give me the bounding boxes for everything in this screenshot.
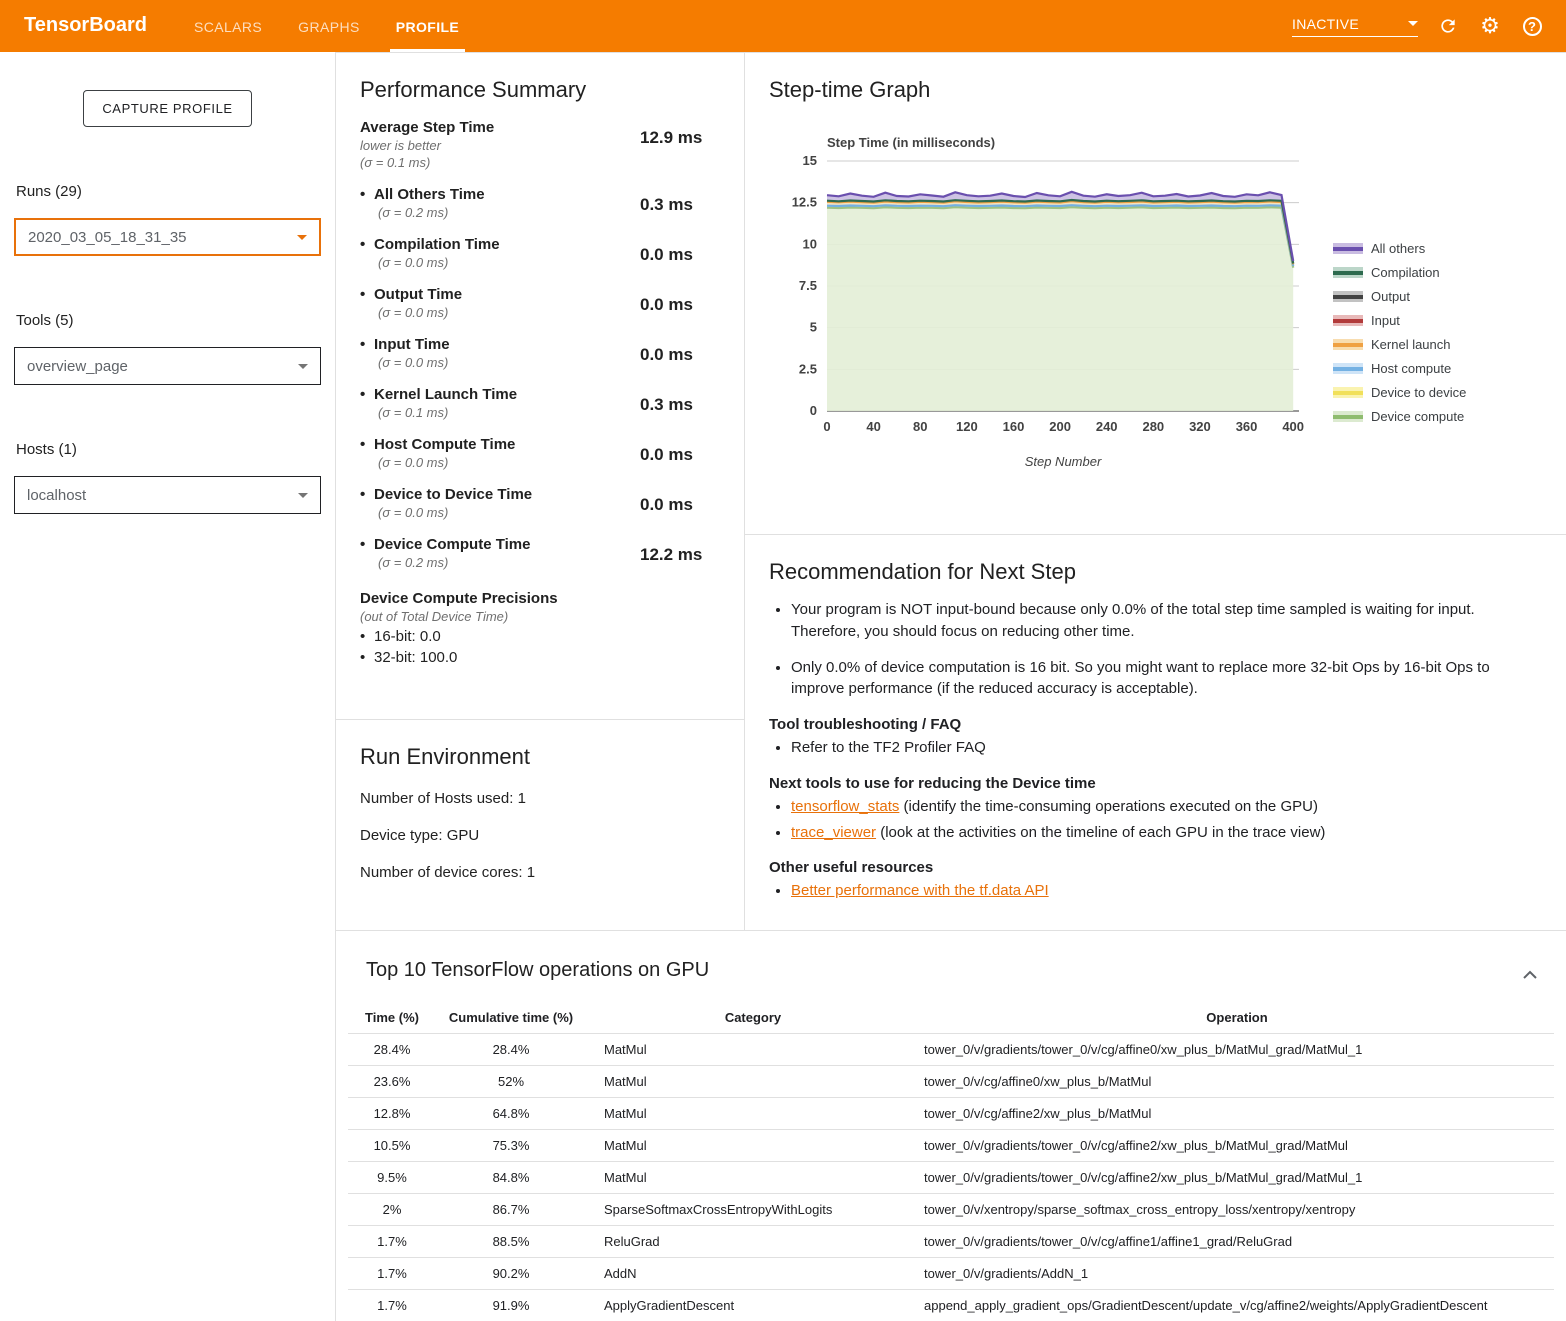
legend-swatch-icon xyxy=(1333,243,1363,254)
legend-label: Host compute xyxy=(1371,361,1451,376)
legend-label: Device compute xyxy=(1371,409,1464,424)
refresh-icon[interactable] xyxy=(1436,14,1460,38)
table-row xyxy=(348,1226,1554,1258)
precision-item: • 16-bit: 0.0 xyxy=(360,628,720,645)
legend-swatch-icon xyxy=(1333,387,1363,398)
legend-label: Device to device xyxy=(1371,385,1466,400)
metric-value: 0.0 ms xyxy=(640,495,720,520)
cumulative-pct-cell: 52% xyxy=(436,1066,586,1098)
operation-cell: tower_0/v/gradients/tower_0/v/cg/affine2/xw_plus_b/MatMul_grad/MatMul_1 xyxy=(906,1162,1554,1194)
legend-label: Kernel launch xyxy=(1371,337,1451,352)
metric-value: 12.2 ms xyxy=(640,545,720,570)
category-cell: ApplyGradientDescent xyxy=(586,1290,906,1321)
cumulative-pct-cell: 90.2% xyxy=(436,1258,586,1290)
cumulative-pct-cell: 86.7% xyxy=(436,1194,586,1226)
metric-sigma: (σ = 0.1 ms) xyxy=(378,405,640,420)
hosts-label: Hosts (1) xyxy=(16,441,321,458)
top-ops-table xyxy=(348,1002,1554,1321)
category-cell: MatMul xyxy=(586,1162,906,1194)
average-step-time-value: 12.9 ms xyxy=(640,128,720,170)
svg-text:10: 10 xyxy=(803,236,817,251)
svg-text:Step Number: Step Number xyxy=(1025,454,1102,469)
bullet-icon: • xyxy=(360,386,374,403)
top-ops-card xyxy=(336,930,1566,1321)
time-pct-cell: 10.5% xyxy=(348,1130,436,1162)
legend-item xyxy=(1333,337,1466,352)
metric-label: • Input Time xyxy=(360,336,640,353)
metric-label: • Device Compute Time xyxy=(360,536,640,553)
average-step-time-sigma: (σ = 0.1 ms) xyxy=(360,155,640,170)
table-row xyxy=(348,1034,1554,1066)
top-ops-column-header: Operation xyxy=(906,1002,1554,1034)
bullet-icon: • xyxy=(360,536,374,553)
chevron-down-icon xyxy=(297,235,307,240)
tab-graphs[interactable]: GRAPHS xyxy=(280,0,378,52)
help-icon[interactable]: ? xyxy=(1520,14,1544,38)
top-ops-column-header: Cumulative time (%) xyxy=(436,1002,586,1034)
metric-row xyxy=(360,186,720,220)
app-title: TensorBoard xyxy=(0,0,176,52)
runs-select[interactable] xyxy=(14,218,321,256)
time-pct-cell: 12.8% xyxy=(348,1098,436,1130)
operation-cell: tower_0/v/gradients/tower_0/v/cg/affine1/affine1_grad/ReluGrad xyxy=(906,1226,1554,1258)
chevron-down-icon xyxy=(298,493,308,498)
metric-sigma: (σ = 0.0 ms) xyxy=(378,505,640,520)
time-pct-cell: 28.4% xyxy=(348,1034,436,1066)
category-cell: MatMul xyxy=(586,1066,906,1098)
bullet-icon: • xyxy=(360,236,374,253)
top-ops-column-header: Category xyxy=(586,1002,906,1034)
faq-list xyxy=(791,737,1526,759)
other-resource xyxy=(791,880,1526,902)
bullet-icon: • xyxy=(360,649,374,666)
svg-text:40: 40 xyxy=(866,419,880,434)
next-tool-desc: (look at the activities on the timeline of each GPU in the trace view) xyxy=(876,824,1325,841)
legend-item xyxy=(1333,241,1466,256)
table-row xyxy=(348,1290,1554,1321)
table-row xyxy=(348,1098,1554,1130)
time-pct-cell: 9.5% xyxy=(348,1162,436,1194)
svg-text:0: 0 xyxy=(823,419,830,434)
sidebar xyxy=(0,52,335,1321)
legend-swatch-icon xyxy=(1333,291,1363,302)
nav-tabs xyxy=(176,0,477,52)
category-cell: MatMul xyxy=(586,1098,906,1130)
step-time-chart[interactable] xyxy=(769,133,1329,483)
metric-row xyxy=(360,486,720,520)
category-cell: MatMul xyxy=(586,1034,906,1066)
svg-text:240: 240 xyxy=(1096,419,1118,434)
recommendation-card xyxy=(745,535,1566,930)
svg-text:0: 0 xyxy=(810,403,817,418)
legend-swatch-icon xyxy=(1333,267,1363,278)
legend-swatch-icon xyxy=(1333,411,1363,422)
chevron-down-icon xyxy=(1408,21,1418,26)
bullet-icon: • xyxy=(360,286,374,303)
metric-sigma: (σ = 0.2 ms) xyxy=(378,205,640,220)
bullet-icon: • xyxy=(360,436,374,453)
chevron-down-icon xyxy=(298,364,308,369)
svg-text:280: 280 xyxy=(1142,419,1164,434)
metric-label: • Kernel Launch Time xyxy=(360,386,640,403)
cumulative-pct-cell: 64.8% xyxy=(436,1098,586,1130)
metric-label: • Compilation Time xyxy=(360,236,640,253)
capture-profile-button[interactable]: CAPTURE PROFILE xyxy=(83,90,251,127)
legend-swatch-icon xyxy=(1333,315,1363,326)
svg-text:12.5: 12.5 xyxy=(792,195,817,210)
recommendation-bullet: • Only 0.0% of device computation is 16 bit. So you might want to replace more 32-bit Ops by 16-bit Ops to improve performance (if the reduced accuracy is acceptable). xyxy=(791,657,1526,701)
metric-value: 0.0 ms xyxy=(640,295,720,320)
metric-row xyxy=(360,236,720,270)
run-environment-line: Device type: GPU xyxy=(360,827,720,844)
table-row xyxy=(348,1130,1554,1162)
category-cell: SparseSoftmaxCrossEntropyWithLogits xyxy=(586,1194,906,1226)
metric-value: 0.3 ms xyxy=(640,195,720,220)
next-tools-list xyxy=(791,796,1526,844)
other-resource-link[interactable]: Better performance with the tf.data API xyxy=(791,882,1049,899)
time-pct-cell: 1.7% xyxy=(348,1258,436,1290)
recommendation-title: Recommendation for Next Step xyxy=(769,559,1526,585)
category-cell: ReluGrad xyxy=(586,1226,906,1258)
hosts-select-value: localhost xyxy=(27,487,86,504)
svg-text:7.5: 7.5 xyxy=(799,278,817,293)
metric-label: • Output Time xyxy=(360,286,640,303)
legend-label: Compilation xyxy=(1371,265,1440,280)
metric-row xyxy=(360,286,720,320)
other-resources-heading: Other useful resources xyxy=(769,859,1526,876)
metric-sigma: (σ = 0.0 ms) xyxy=(378,355,640,370)
average-step-time-note: lower is better xyxy=(360,138,640,153)
collapse-chevron-up-icon[interactable] xyxy=(1522,967,1538,985)
svg-text:Step Time (in milliseconds): Step Time (in milliseconds) xyxy=(827,135,995,150)
svg-text:2.5: 2.5 xyxy=(799,361,817,376)
metric-row xyxy=(360,386,720,420)
cumulative-pct-cell: 84.8% xyxy=(436,1162,586,1194)
legend-item xyxy=(1333,361,1466,376)
cumulative-pct-cell: 28.4% xyxy=(436,1034,586,1066)
table-row xyxy=(348,1066,1554,1098)
bullet-icon: • xyxy=(360,628,374,645)
precision-item: • 32-bit: 100.0 xyxy=(360,649,720,666)
next-tool xyxy=(791,822,1526,844)
legend-label: Output xyxy=(1371,289,1410,304)
operation-cell: append_apply_gradient_ops/GradientDescent/update_v/cg/affine2/weights/ApplyGradientDescent xyxy=(906,1290,1554,1321)
metric-sigma: (σ = 0.0 ms) xyxy=(378,455,640,470)
top-ops-column-header: Time (%) xyxy=(348,1002,436,1034)
table-row xyxy=(348,1194,1554,1226)
table-row xyxy=(348,1258,1554,1290)
metric-value: 0.0 ms xyxy=(640,345,720,370)
operation-cell: tower_0/v/cg/affine2/xw_plus_b/MatMul xyxy=(906,1098,1554,1130)
time-pct-cell: 2% xyxy=(348,1194,436,1226)
next-tool-link[interactable]: tensorflow_stats xyxy=(791,798,899,815)
legend-swatch-icon xyxy=(1333,339,1363,350)
performance-summary-card xyxy=(336,53,744,720)
precisions-title: Device Compute Precisions xyxy=(360,590,720,607)
average-step-time-row xyxy=(360,119,720,170)
performance-summary-title: Performance Summary xyxy=(360,77,720,103)
cumulative-pct-cell: 75.3% xyxy=(436,1130,586,1162)
metric-row xyxy=(360,436,720,470)
run-environment-card xyxy=(336,720,744,905)
svg-text:80: 80 xyxy=(913,419,927,434)
metric-row xyxy=(360,336,720,370)
tools-label: Tools (5) xyxy=(16,312,321,329)
legend-item xyxy=(1333,385,1466,400)
time-pct-cell: 1.7% xyxy=(348,1226,436,1258)
chart-legend xyxy=(1333,241,1466,483)
operation-cell: tower_0/v/gradients/AddN_1 xyxy=(906,1258,1554,1290)
next-tool xyxy=(791,796,1526,818)
metric-list xyxy=(360,186,720,570)
legend-swatch-icon xyxy=(1333,363,1363,374)
tools-select-value: overview_page xyxy=(27,358,128,375)
runs-label: Runs (29) xyxy=(16,183,321,200)
time-pct-cell: 23.6% xyxy=(348,1066,436,1098)
precision-list xyxy=(360,628,720,666)
bullet-icon: • xyxy=(360,486,374,503)
reload-status-select[interactable] xyxy=(1292,16,1418,37)
legend-item xyxy=(1333,265,1466,280)
metric-sigma: (σ = 0.0 ms) xyxy=(378,305,640,320)
metric-row xyxy=(360,536,720,570)
legend-label: All others xyxy=(1371,241,1425,256)
metric-value: 0.3 ms xyxy=(640,395,720,420)
recommendation-bullets xyxy=(791,599,1526,700)
faq-item: • Refer to the TF2 Profiler FAQ xyxy=(791,737,1526,759)
other-resources-list xyxy=(791,880,1526,902)
metric-label: • Host Compute Time xyxy=(360,436,640,453)
legend-label: Input xyxy=(1371,313,1400,328)
tab-profile[interactable]: PROFILE xyxy=(378,0,477,52)
legend-item xyxy=(1333,409,1466,424)
svg-text:400: 400 xyxy=(1282,419,1304,434)
cumulative-pct-cell: 91.9% xyxy=(436,1290,586,1321)
app-header xyxy=(0,0,1566,52)
svg-text:120: 120 xyxy=(956,419,978,434)
next-tools-heading: Next tools to use for reducing the Device time xyxy=(769,775,1526,792)
precisions-subtitle: (out of Total Device Time) xyxy=(360,609,720,624)
table-row xyxy=(348,1162,1554,1194)
metric-sigma: (σ = 0.0 ms) xyxy=(378,255,640,270)
bullet-icon: • xyxy=(360,186,374,203)
bullet-icon: • xyxy=(360,336,374,353)
category-cell: MatMul xyxy=(586,1130,906,1162)
svg-text:15: 15 xyxy=(803,153,817,168)
svg-text:320: 320 xyxy=(1189,419,1211,434)
recommendation-bullet: • Your program is NOT input-bound because only 0.0% of the total step time sampled is waiting for input. Therefore, you should focus on reducing other time. xyxy=(791,599,1526,643)
run-environment-line: Number of device cores: 1 xyxy=(360,864,720,881)
svg-text:160: 160 xyxy=(1003,419,1025,434)
run-environment-lines xyxy=(360,790,720,881)
step-time-graph-card xyxy=(745,53,1566,535)
svg-text:5: 5 xyxy=(810,320,817,335)
operation-cell: tower_0/v/gradients/tower_0/v/cg/affine2/xw_plus_b/MatMul_grad/MatMul xyxy=(906,1130,1554,1162)
legend-item xyxy=(1333,313,1466,328)
next-tool-desc: (identify the time-consuming operations executed on the GPU) xyxy=(899,798,1318,815)
run-environment-line: Number of Hosts used: 1 xyxy=(360,790,720,807)
top-ops-header-row xyxy=(348,1002,1554,1034)
svg-text:360: 360 xyxy=(1236,419,1258,434)
average-step-time-label: Average Step Time xyxy=(360,119,640,136)
step-time-graph-title: Step-time Graph xyxy=(769,77,1566,103)
category-cell: AddN xyxy=(586,1258,906,1290)
faq-heading: Tool troubleshooting / FAQ xyxy=(769,716,1526,733)
metric-label: • Device to Device Time xyxy=(360,486,640,503)
metric-sigma: (σ = 0.2 ms) xyxy=(378,555,640,570)
time-pct-cell: 1.7% xyxy=(348,1290,436,1321)
next-tool-link[interactable]: trace_viewer xyxy=(791,824,876,841)
operation-cell: tower_0/v/cg/affine0/xw_plus_b/MatMul xyxy=(906,1066,1554,1098)
runs-select-value: 2020_03_05_18_31_35 xyxy=(28,229,187,246)
legend-item xyxy=(1333,289,1466,304)
settings-gear-icon[interactable]: ⚙ xyxy=(1478,14,1502,38)
metric-label: • All Others Time xyxy=(360,186,640,203)
hosts-select[interactable] xyxy=(14,476,321,514)
run-environment-title: Run Environment xyxy=(360,744,720,770)
metric-value: 0.0 ms xyxy=(640,245,720,270)
tab-scalars[interactable]: SCALARS xyxy=(176,0,280,52)
operation-cell: tower_0/v/xentropy/sparse_softmax_cross_entropy_loss/xentropy/xentropy xyxy=(906,1194,1554,1226)
operation-cell: tower_0/v/gradients/tower_0/v/cg/affine0/xw_plus_b/MatMul_grad/MatMul_1 xyxy=(906,1034,1554,1066)
cumulative-pct-cell: 88.5% xyxy=(436,1226,586,1258)
svg-text:200: 200 xyxy=(1049,419,1071,434)
tools-select[interactable] xyxy=(14,347,321,385)
metric-value: 0.0 ms xyxy=(640,445,720,470)
top-ops-title: Top 10 TensorFlow operations on GPU xyxy=(348,931,1554,1002)
reload-status-value: INACTIVE xyxy=(1292,16,1359,32)
